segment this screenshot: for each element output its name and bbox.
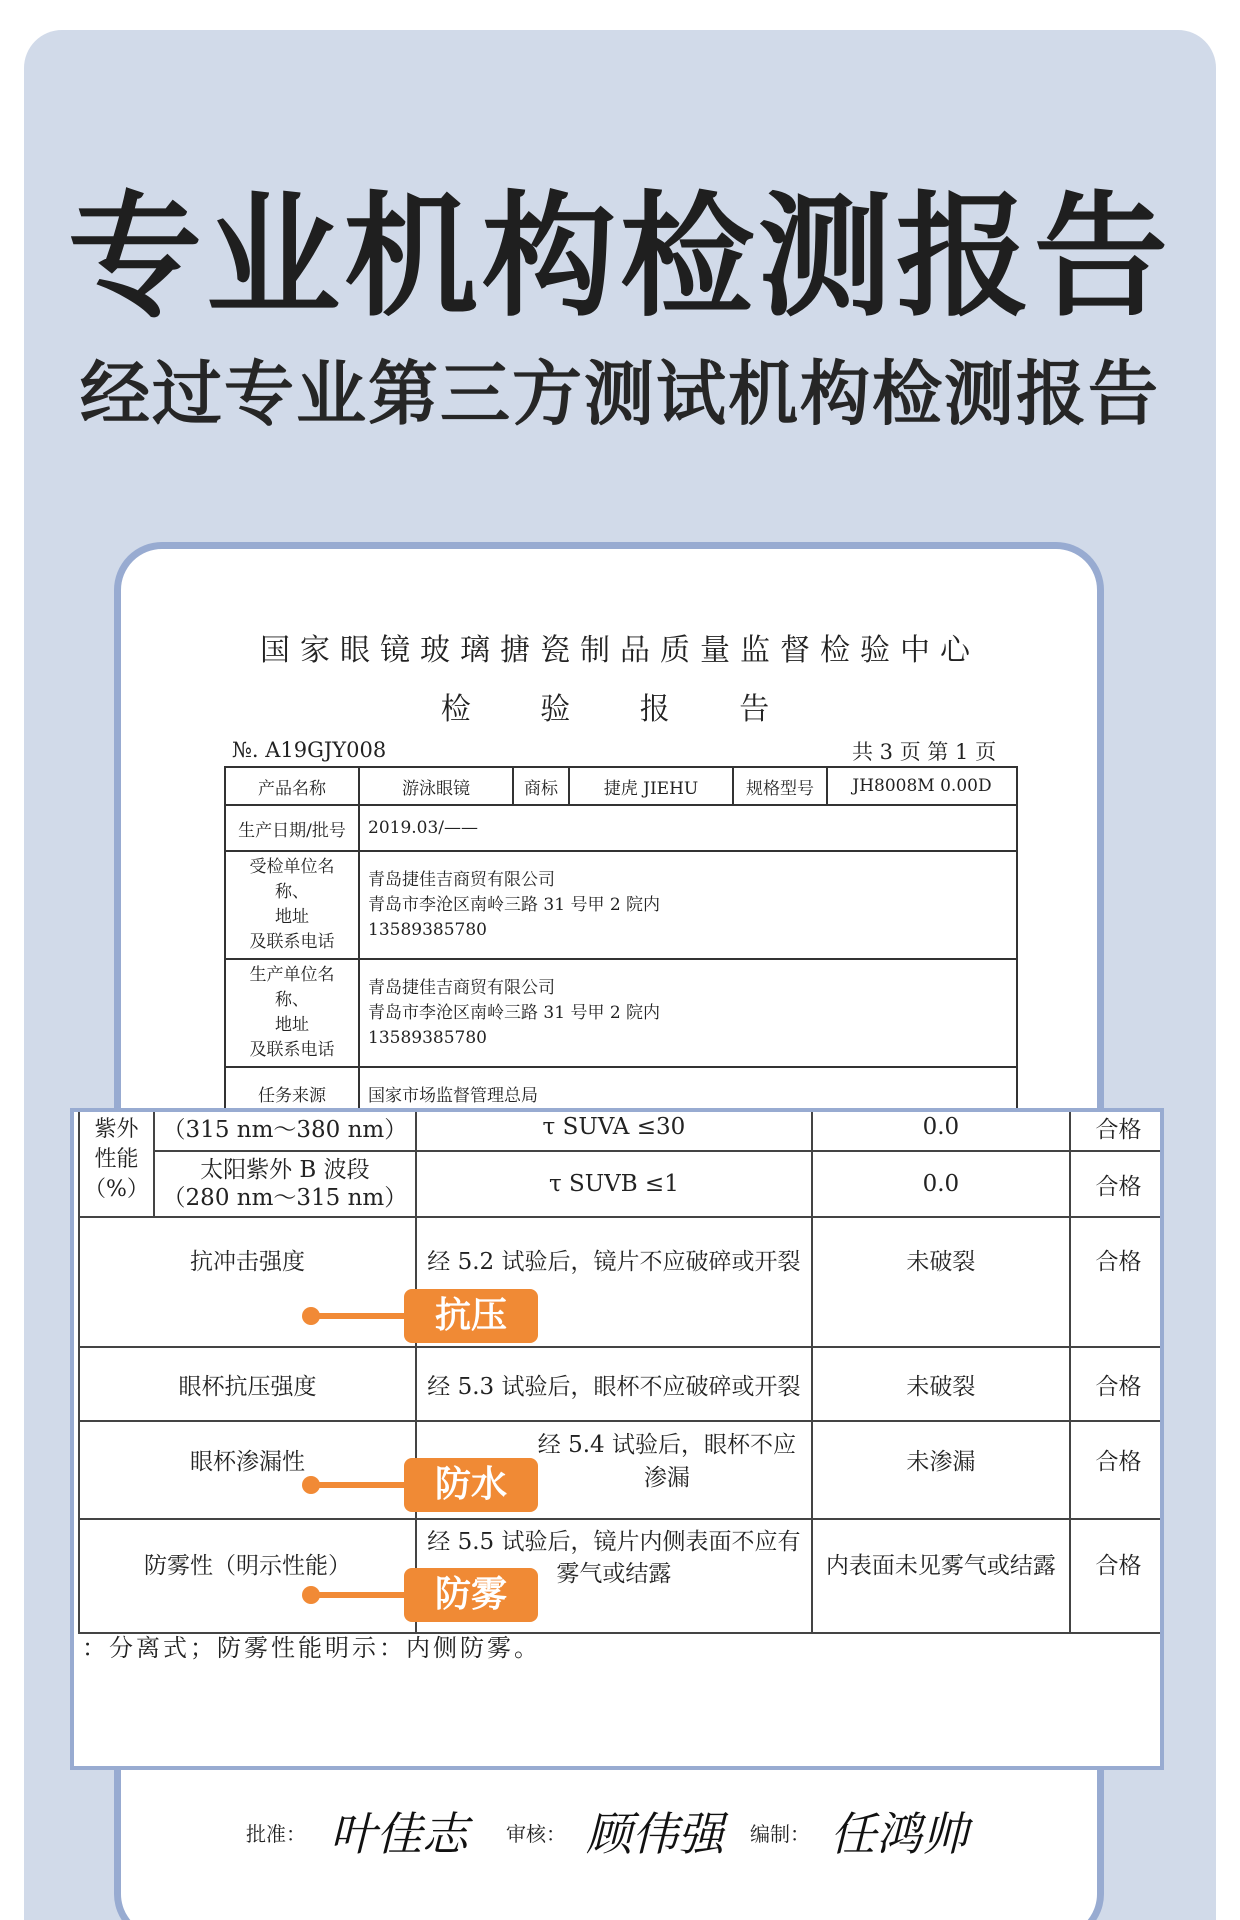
client-phone: 13589385780	[368, 919, 487, 940]
cup-requirement: 经 5.3 试验后，眼杯不应破碎或开裂	[416, 1347, 812, 1421]
uvb-cell	[154, 1151, 416, 1217]
uvb-range: （280 nm～315 nm）	[162, 1185, 408, 1211]
signature-row	[0, 1790, 1240, 1870]
impact-result: 未破裂	[812, 1217, 1070, 1347]
brand-label: 商标	[513, 767, 569, 805]
uva-result: 0.0	[812, 1108, 1070, 1151]
report-number: №. A19GJY008	[232, 738, 387, 762]
cup-verdict: 合格	[1070, 1347, 1164, 1421]
review-label: 审核：	[506, 1822, 566, 1846]
page-count: 共 3 页 第 1 页	[852, 740, 997, 764]
pressure-tag: 抗压	[404, 1289, 538, 1343]
uv-group-label: 紫外性能（%）	[79, 1108, 154, 1217]
fog-req-line: 雾气或结露	[556, 1561, 672, 1587]
date-value: 2019.03/——	[359, 805, 1017, 851]
client-name: 青岛捷佳吉商贸有限公司	[368, 869, 555, 890]
maker-phone: 13589385780	[368, 1027, 487, 1048]
impact-requirement: 经 5.2 试验后，镜片不应破碎或开裂	[416, 1217, 812, 1347]
date-label: 生产日期/批号	[225, 805, 359, 851]
institution-name: 国家眼镜玻璃搪瓷制品质量监督检验中心	[260, 633, 980, 668]
approve-label: 批准：	[246, 1822, 306, 1846]
client-label-line: 受检单位名称、	[249, 857, 335, 902]
approve-signature: 叶佳志	[330, 1807, 468, 1861]
impact-verdict: 合格	[1070, 1217, 1164, 1347]
maker-details	[359, 959, 1017, 1067]
client-label-line: 地址	[275, 907, 309, 927]
page-subtitle: 经过专业第三方测试机构检测报告	[80, 353, 1160, 435]
uvb-requirement: τ SUVB ≤1	[416, 1151, 812, 1217]
maker-label-line: 及联系电话	[249, 1040, 335, 1060]
leak-name: 眼杯渗漏性	[79, 1421, 416, 1519]
test-results-zoom	[70, 1108, 1164, 1770]
maker-name: 青岛捷佳吉商贸有限公司	[368, 977, 555, 998]
cup-result: 未破裂	[812, 1347, 1070, 1421]
maker-label	[225, 959, 359, 1067]
cup-name: 眼杯抗压强度	[79, 1347, 416, 1421]
leak-requirement: 经 5.4 试验后，眼杯不应渗漏	[416, 1421, 812, 1519]
uvb-name: 太阳紫外 B 波段	[200, 1157, 370, 1183]
brand-value: 捷虎 JIEHU	[569, 767, 733, 805]
uva-verdict: 合格	[1070, 1108, 1164, 1151]
callout-line	[310, 1592, 410, 1598]
product-value: 游泳眼镜	[359, 767, 513, 805]
model-value: JH8008M 0.00D	[827, 767, 1017, 805]
task-label: 任务来源	[225, 1067, 359, 1119]
uvb-result: 0.0	[812, 1151, 1070, 1217]
review-signature: 顾伟强	[586, 1807, 724, 1861]
maker-label-line: 地址	[275, 1015, 309, 1035]
callout-line	[310, 1313, 410, 1319]
compile-signature: 任鸿帅	[830, 1807, 968, 1861]
test-note: ：分离式；防雾性能明示：内侧防雾。	[82, 1634, 541, 1662]
impact-name: 抗冲击强度	[79, 1217, 416, 1347]
client-label	[225, 851, 359, 959]
client-details	[359, 851, 1017, 959]
client-address: 青岛市李沧区南岭三路 31 号甲 2 院内	[368, 894, 661, 915]
fog-req-line: 经 5.5 试验后，镜片内侧表面不应有	[427, 1529, 801, 1555]
product-label: 产品名称	[225, 767, 359, 805]
maker-label-line: 生产单位名称、	[249, 965, 335, 1010]
report-type: 检 验 报 告	[440, 692, 800, 727]
task-value: 国家市场监督管理总局	[359, 1067, 1017, 1119]
test-results-table	[78, 1108, 1164, 1634]
page-title: 专业机构检测报告	[67, 179, 1172, 335]
client-label-line: 及联系电话	[249, 932, 335, 952]
uvb-verdict: 合格	[1070, 1151, 1164, 1217]
leak-result: 未渗漏	[812, 1421, 1070, 1519]
uva-requirement: τ SUVA ≤30	[416, 1108, 812, 1151]
fog-name: 防雾性（明示性能）	[79, 1519, 416, 1633]
callout-line	[310, 1482, 410, 1488]
fog-result: 内表面未见雾气或结露	[812, 1519, 1070, 1633]
fog-verdict: 合格	[1070, 1519, 1164, 1633]
model-label: 规格型号	[733, 767, 827, 805]
compile-label: 编制：	[750, 1822, 810, 1846]
waterproof-tag: 防水	[404, 1458, 538, 1512]
leak-verdict: 合格	[1070, 1421, 1164, 1519]
antifog-tag: 防雾	[404, 1568, 538, 1622]
uva-range: （315 nm～380 nm）	[154, 1108, 416, 1151]
maker-address: 青岛市李沧区南岭三路 31 号甲 2 院内	[368, 1002, 661, 1023]
